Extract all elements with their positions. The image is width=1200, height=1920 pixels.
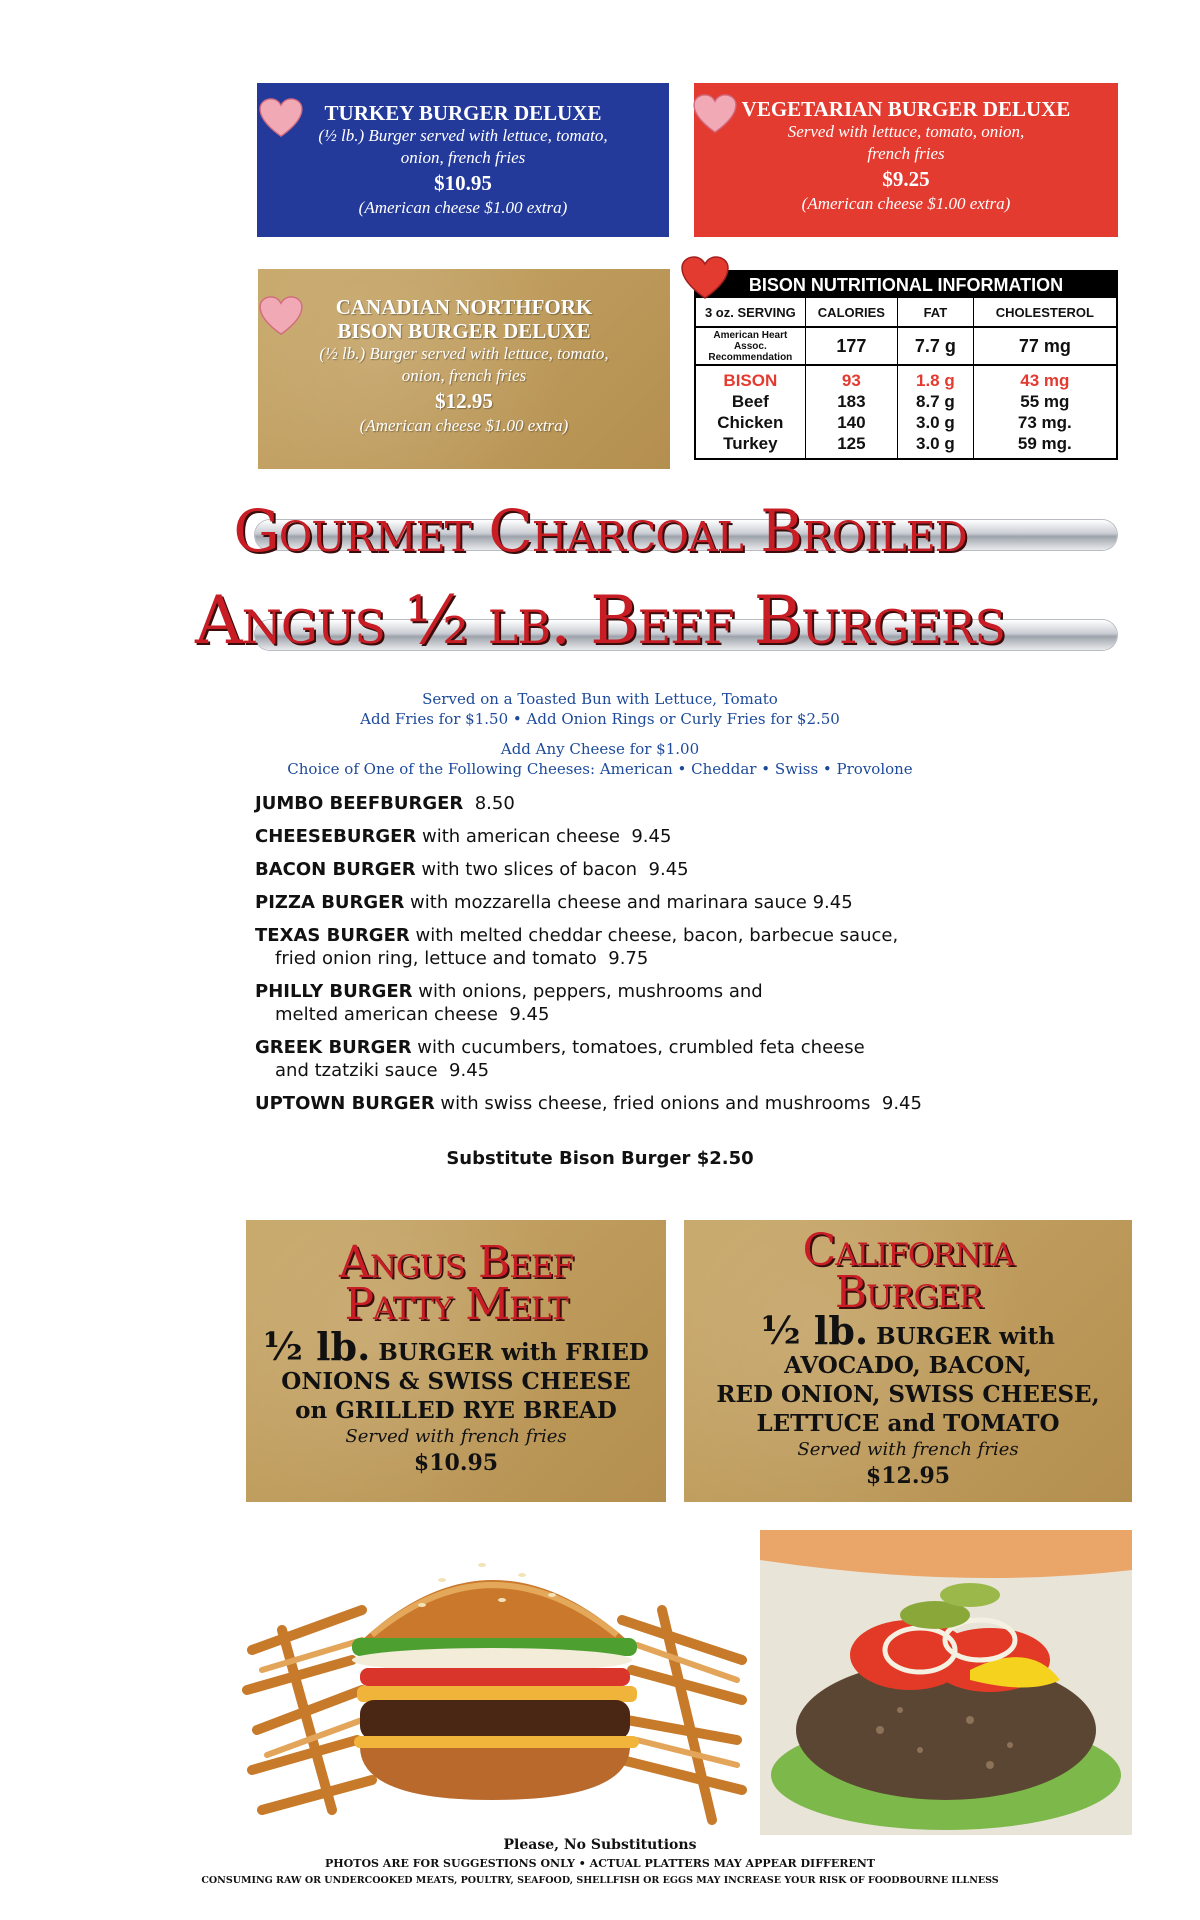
headline-line-2: Angus ½ lb. Beef Burgers — [194, 582, 1006, 659]
menu-item-name: GREEK BURGER — [255, 1037, 412, 1058]
no-substitutions-note: Please, No Substitutions — [503, 1837, 697, 1853]
turkey-burger-desc-1: (½ lb.) Burger served with lettuce, tomato, — [318, 126, 608, 145]
served-info-2: Add Fries for $1.50 • Add Onion Rings or Curly Fries for $2.50 — [360, 710, 840, 728]
nutrition-bison-calories: 93 — [841, 371, 861, 390]
menu-item-desc: with melted cheddar cheese, bacon, barbecue sauce, — [409, 925, 899, 946]
turkey-burger-desc-2: onion, french fries — [400, 148, 526, 167]
nutrition-header-serving: 3 oz. SERVING — [696, 298, 805, 327]
photos-disclaimer: PHOTOS ARE FOR SUGGESTIONS ONLY • ACTUAL PLATTERS MAY APPEAR DIFFERENT — [325, 1857, 875, 1870]
burger-menu-list — [255, 792, 1015, 1125]
menu-item-price: 9.45 — [631, 826, 672, 847]
patty-melt-desc-1: BURGER with FRIED — [370, 1339, 649, 1366]
california-burger-line-1 — [684, 1308, 1132, 1353]
patty-melt-line-3: on GRILLED RYE BREAD — [295, 1397, 617, 1424]
menu-item-price: 9.45 — [449, 1060, 490, 1081]
nutrition-turkey-cholesterol: 59 mg. — [1017, 434, 1072, 453]
heart-icon — [258, 98, 304, 138]
patty-melt-served: Served with french fries — [345, 1426, 567, 1447]
nutrition-header-calories: CALORIES — [805, 298, 897, 327]
vegetarian-burger-desc-2: french fries — [867, 144, 945, 163]
vegetarian-burger-title: VEGETARIAN BURGER DELUXE — [741, 97, 1071, 121]
nutrition-recommendation-cholesterol: 77 mg — [973, 327, 1116, 365]
nutrition-chicken-fat: 3.0 g — [916, 413, 955, 432]
menu-item-bacon-burger — [255, 858, 1015, 881]
menu-item-texas-burger — [255, 924, 1015, 970]
menu-item-price: 9.45 — [509, 1004, 550, 1025]
california-burger-line-3: RED ONION, SWISS CHEESE, — [716, 1381, 1100, 1408]
turkey-burger-title: TURKEY BURGER DELUXE — [324, 101, 602, 125]
menu-item-philly-burger — [255, 980, 1015, 1026]
nutrition-recommendation-fat: 7.7 g — [898, 327, 974, 365]
heart-icon — [680, 256, 730, 300]
menu-item-pizza-burger — [255, 891, 1015, 914]
nutrition-row-bison-label: BISON — [723, 371, 778, 390]
menu-item-name: UPTOWN BURGER — [255, 1093, 435, 1114]
california-burger-title-2: Burger — [834, 1267, 982, 1318]
nutrition-header-cholesterol: CHOLESTEROL — [973, 298, 1116, 327]
menu-item-desc: with swiss cheese, fried onions and mushrooms — [434, 1093, 871, 1114]
menu-item-desc-2: fried onion ring, lettuce and tomato — [275, 948, 597, 969]
heart-icon — [692, 94, 738, 134]
nutrition-meat-labels — [696, 365, 805, 458]
menu-item-uptown-burger — [255, 1092, 1015, 1115]
veggie-burger-photo — [760, 1530, 1132, 1835]
served-info-1: Served on a Toasted Bun with Lettuce, Tomato — [422, 690, 778, 708]
menu-item-jumbo-beefburger — [255, 792, 1015, 815]
menu-item-desc: with onions, peppers, mushrooms and — [412, 981, 763, 1002]
bison-burger-desc-2: onion, french fries — [401, 366, 527, 385]
california-burger-card — [684, 1220, 1132, 1502]
nutrition-turkey-calories: 125 — [837, 434, 866, 453]
turkey-burger-extra: (American cheese $1.00 extra) — [358, 198, 568, 217]
nutrition-calories-column — [805, 365, 897, 458]
menu-item-desc: with two slices of bacon — [415, 859, 638, 880]
bison-nutrition-table — [694, 270, 1118, 460]
menu-item-desc: with american cheese — [416, 826, 620, 847]
california-burger-price: $12.95 — [865, 1463, 951, 1489]
vegetarian-burger-extra: (American cheese $1.00 extra) — [801, 194, 1011, 213]
menu-item-price: 9.45 — [812, 892, 853, 913]
menu-item-name: TEXAS BURGER — [255, 925, 410, 946]
bison-burger-price: $12.95 — [435, 389, 493, 413]
menu-item-cheeseburger — [255, 825, 1015, 848]
foodborne-illness-warning: CONSUMING RAW OR UNDERCOOKED MEATS, POULTRY, SEAFOOD, SHELLFISH OR EGGS MAY INCREASE YOUR RISK OF FOODBOURNE ILLNESS — [201, 1875, 999, 1886]
bison-burger-extra: (American cheese $1.00 extra) — [359, 416, 569, 435]
menu-item-desc-2: and tzatziki sauce — [275, 1060, 438, 1081]
patty-melt-card — [246, 1220, 666, 1502]
california-burger-size: ½ lb. — [761, 1308, 869, 1353]
nutrition-bison-fat: 1.8 g — [916, 371, 955, 390]
california-burger-title-1: California — [802, 1225, 1014, 1276]
nutrition-beef-fat: 8.7 g — [916, 392, 955, 411]
burger-fries-photo — [242, 1530, 748, 1835]
menu-item-greek-burger — [255, 1036, 1015, 1082]
nutrition-title: BISON NUTRITIONAL INFORMATION — [696, 272, 1116, 298]
patty-melt-size: ½ lb. — [263, 1324, 371, 1369]
menu-item-name: PIZZA BURGER — [255, 892, 405, 913]
nutrition-header-fat: FAT — [898, 298, 974, 327]
nutrition-recommendation-calories: 177 — [805, 327, 897, 365]
menu-item-desc: with mozzarella cheese and marinara sauce — [404, 892, 807, 913]
served-info-3: Add Any Cheese for $1.00 — [500, 740, 700, 758]
nutrition-beef-cholesterol: 55 mg — [1020, 392, 1070, 411]
nutrition-cholesterol-column — [973, 365, 1116, 458]
nutrition-row-beef-label: Beef — [731, 392, 769, 411]
served-info-4: Choice of One of the Following Cheeses: American • Cheddar • Swiss • Provolone — [287, 760, 913, 778]
nutrition-turkey-fat: 3.0 g — [916, 434, 955, 453]
california-burger-line-4: LETTUCE and TOMATO — [756, 1410, 1060, 1437]
nutrition-fat-column — [898, 365, 974, 458]
nutrition-chicken-cholesterol: 73 mg. — [1017, 413, 1072, 432]
california-burger-served: Served with french fries — [797, 1439, 1019, 1460]
vegetarian-burger-card — [694, 83, 1118, 237]
turkey-burger-price: $10.95 — [434, 171, 492, 195]
menu-item-price: 9.75 — [608, 948, 649, 969]
heart-icon — [258, 296, 304, 336]
patty-melt-title-2: Patty Melt — [344, 1279, 568, 1330]
patty-melt-price: $10.95 — [413, 1450, 499, 1476]
patty-melt-line-1 — [246, 1324, 666, 1369]
menu-item-price: 9.45 — [881, 1093, 922, 1114]
menu-item-desc: with cucumbers, tomatoes, crumbled feta cheese — [411, 1037, 865, 1058]
nutrition-chicken-calories: 140 — [837, 413, 866, 432]
headline-line-1: Gourmet Charcoal Broiled — [233, 497, 967, 565]
menu-item-name: BACON BURGER — [255, 859, 416, 880]
bison-burger-title-1: CANADIAN NORTHFORK — [335, 295, 593, 319]
burger-fries-illustration — [242, 1530, 748, 1835]
menu-item-name: CHEESEBURGER — [255, 826, 417, 847]
bison-burger-desc-1: (½ lb.) Burger served with lettuce, tomato, — [319, 344, 609, 363]
vegetarian-burger-desc-1: Served with lettuce, tomato, onion, — [787, 122, 1025, 141]
nutrition-beef-calories: 183 — [837, 392, 866, 411]
patty-melt-line-2: ONIONS & SWISS CHEESE — [281, 1368, 631, 1395]
vegetarian-burger-price: $9.25 — [882, 167, 930, 191]
nutrition-recommendation-label: American Heart Assoc. Recommendation — [696, 327, 805, 365]
california-burger-line-2: AVOCADO, BACON, — [784, 1352, 1032, 1379]
nutrition-row-turkey-label: Turkey — [723, 434, 778, 453]
bison-burger-card — [258, 269, 670, 469]
california-burger-desc-1: BURGER with — [868, 1323, 1055, 1350]
turkey-burger-card — [257, 83, 669, 237]
veggie-burger-illustration — [760, 1530, 1132, 1835]
menu-item-name: JUMBO BEEFBURGER — [255, 793, 464, 814]
menu-item-price: 8.50 — [474, 793, 515, 814]
substitute-bison-note: Substitute Bison Burger $2.50 — [446, 1148, 754, 1169]
nutrition-row-chicken-label: Chicken — [717, 413, 784, 432]
patty-melt-title-1: Angus Beef — [338, 1237, 574, 1288]
nutrition-bison-cholesterol: 43 mg — [1020, 371, 1070, 390]
bison-burger-title-2: BISON BURGER DELUXE — [337, 319, 591, 343]
menu-item-desc-2: melted american cheese — [275, 1004, 498, 1025]
menu-item-price: 9.45 — [648, 859, 689, 880]
menu-item-name: PHILLY BURGER — [255, 981, 413, 1002]
